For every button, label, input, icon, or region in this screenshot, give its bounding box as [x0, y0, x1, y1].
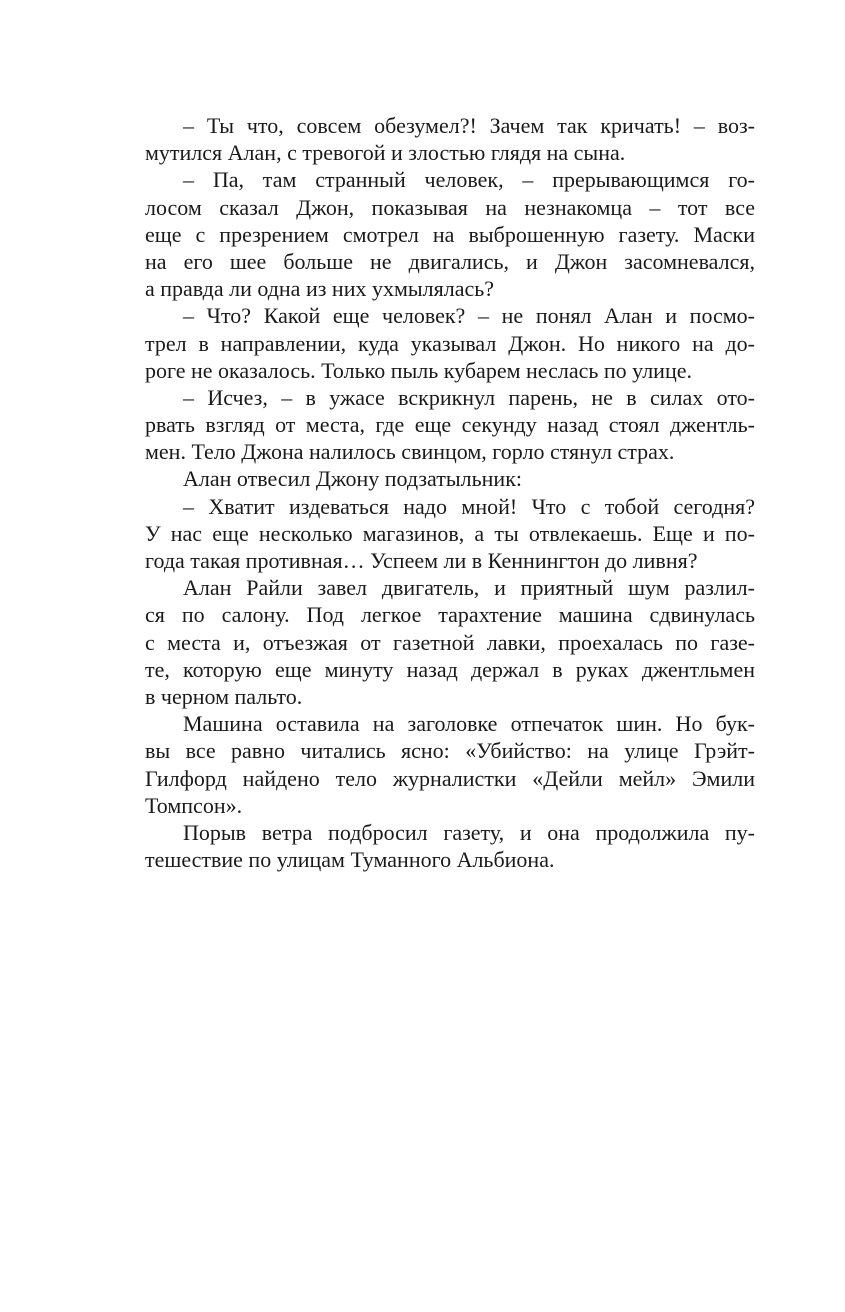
text-line: Машина оставила на заголовке отпечаток шин. Но бук-: [183, 711, 755, 737]
text-line: вы все равно читались ясно: «Убийство: на улице Грэйт-: [145, 738, 755, 764]
text-line: У нас еще несколько магазинов, а ты отвлекаешь. Еще и по-: [145, 520, 755, 546]
text-line: те, которую еще минуту назад держал в руках джентльмен: [145, 656, 755, 682]
text-line: еще с презрением смотрел на выброшенную газету. Маски: [145, 221, 755, 247]
text-line: – Исчез, – в ужасе вскрикнул парень, не в силах ото-: [183, 384, 755, 410]
text-line: Алан Райли завел двигатель, и приятный шум разлил-: [183, 575, 755, 601]
text-line: мутился Алан, с тревогой и злостью глядя на сына.: [145, 140, 626, 166]
text-line: а правда ли одна из них ухмылялась?: [145, 276, 495, 302]
text-line: Томпсон».: [145, 792, 243, 818]
text-line: – Па, там странный человек, – прерывающимся го-: [183, 167, 755, 193]
text-line: в черном пальто.: [145, 683, 303, 709]
text-line: трел в направлении, куда указывал Джон. Но никого на до-: [145, 330, 755, 356]
text-line: года такая противная… Успеем ли в Кеннингтон до ливня?: [145, 548, 698, 573]
text-line: – Что? Какой еще человек? – не понял Алан и посмо-: [183, 303, 755, 329]
text-line: Алан отвесил Джону подзатыльник:: [183, 466, 522, 492]
text-line: – Ты что, совсем обезумел?! Зачем так кричать! – воз-: [183, 113, 755, 138]
text-line: мен. Тело Джона налилось свинцом, горло стянул страх.: [145, 439, 675, 465]
text-line: ся по салону. Под легкое тарахтение машина сдвинулась: [145, 602, 755, 628]
text-line: Порыв ветра подбросил газету, и она продолжила пу-: [183, 819, 755, 845]
page-text: [145, 112, 755, 873]
text-line: с места и, отъезжая от газетной лавки, проехалась по газе-: [145, 629, 755, 655]
text-line: лосом сказал Джон, показывая на незнакомца – тот все: [145, 194, 755, 220]
text-line: тешествие по улицам Туманного Альбиона.: [145, 847, 555, 873]
text-line: Гилфорд найдено тело журналистки «Дейли мейл» Эмили: [145, 765, 755, 791]
text-line: – Хватит издеваться надо мной! Что с тобой сегодня?: [183, 493, 755, 519]
text-line: рвать взгляд от места, где еще секунду назад стоял джентль-: [145, 412, 755, 438]
text-line: роге не оказалось. Только пыль кубарем неслась по улице.: [145, 357, 692, 383]
text-line: на его шее больше не двигались, и Джон засомневался,: [145, 248, 755, 274]
